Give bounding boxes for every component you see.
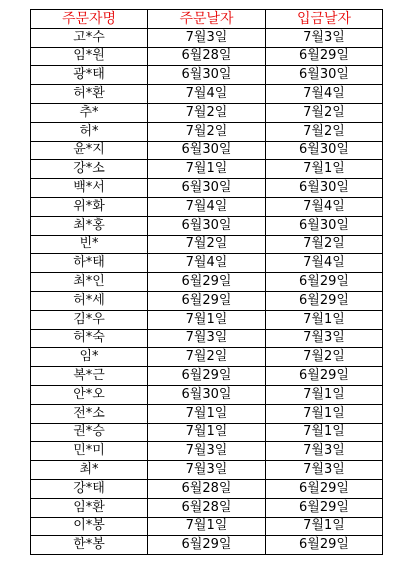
table-row (31, 85, 383, 104)
table-row (31, 423, 383, 442)
deposit-date-cell: 6월29일 (266, 273, 383, 292)
order-date-cell: 6월29일 (148, 273, 266, 292)
order-date-cell: 7월3일 (148, 442, 266, 461)
order-date-cell: 7월2일 (148, 122, 266, 141)
header-row (31, 10, 383, 29)
table-row (31, 291, 383, 310)
table-row (31, 179, 383, 198)
orderer-name-cell: 빈* (31, 235, 148, 254)
order-date-cell: 7월4일 (148, 197, 266, 216)
table-row (31, 385, 383, 404)
table-row (31, 66, 383, 85)
deposit-date-cell: 7월4일 (266, 85, 383, 104)
deposit-date-cell: 7월2일 (266, 235, 383, 254)
deposit-date-cell: 7월1일 (266, 404, 383, 423)
table-row (31, 310, 383, 329)
orderer-name-cell: 윤*지 (31, 141, 148, 160)
table-row (31, 160, 383, 179)
order-date-cell: 7월4일 (148, 254, 266, 273)
deposit-date-cell: 7월2일 (266, 122, 383, 141)
orderer-name-cell: 민*미 (31, 442, 148, 461)
orderer-name-cell: 임* (31, 348, 148, 367)
order-date-cell: 7월1일 (148, 160, 266, 179)
order-date-cell: 7월2일 (148, 348, 266, 367)
deposit-date-cell: 7월1일 (266, 385, 383, 404)
orderer-name-cell: 최*홍 (31, 216, 148, 235)
deposit-date-cell: 6월30일 (266, 66, 383, 85)
deposit-date-cell: 7월3일 (266, 442, 383, 461)
orderer-name-cell: 한*봉 (31, 536, 148, 555)
order-sheet (30, 9, 383, 555)
deposit-date-cell: 7월4일 (266, 254, 383, 273)
deposit-date-cell: 7월1일 (266, 160, 383, 179)
table-row (31, 197, 383, 216)
deposit-date-cell: 6월30일 (266, 216, 383, 235)
orderer-name-cell: 강*소 (31, 160, 148, 179)
table-row (31, 442, 383, 461)
table-row (31, 273, 383, 292)
order-date-cell: 7월1일 (148, 517, 266, 536)
order-date-cell: 6월29일 (148, 367, 266, 386)
orderer-name-cell: 권*승 (31, 423, 148, 442)
orderer-name-cell: 이*봉 (31, 517, 148, 536)
orderer-name-cell: 임*원 (31, 47, 148, 66)
orderer-name-cell: 위*화 (31, 197, 148, 216)
table-row (31, 517, 383, 536)
deposit-date-cell: 7월1일 (266, 517, 383, 536)
table-row (31, 103, 383, 122)
order-date-cell: 6월29일 (148, 536, 266, 555)
order-date-cell: 7월1일 (148, 404, 266, 423)
order-date-cell: 6월28일 (148, 47, 266, 66)
orderer-name-cell: 안*오 (31, 385, 148, 404)
table-row (31, 141, 383, 160)
orderer-name-cell: 복*근 (31, 367, 148, 386)
orderer-name-cell: 허*세 (31, 291, 148, 310)
table-body (31, 28, 383, 554)
table-row (31, 461, 383, 480)
order-date-cell: 6월30일 (148, 179, 266, 198)
order-date-cell: 6월30일 (148, 385, 266, 404)
header-orderer-name: 주문자명 (31, 10, 148, 29)
table-row (31, 47, 383, 66)
deposit-date-cell: 6월29일 (266, 367, 383, 386)
deposit-date-cell: 7월3일 (266, 461, 383, 480)
orderer-name-cell: 하*태 (31, 254, 148, 273)
deposit-date-cell: 6월29일 (266, 47, 383, 66)
orderer-name-cell: 허*숙 (31, 329, 148, 348)
order-date-cell: 6월28일 (148, 498, 266, 517)
deposit-date-cell: 6월30일 (266, 141, 383, 160)
order-date-cell: 6월30일 (148, 216, 266, 235)
table-row (31, 216, 383, 235)
order-date-cell: 7월2일 (148, 103, 266, 122)
orders-table (30, 9, 383, 555)
order-date-cell: 6월30일 (148, 66, 266, 85)
deposit-date-cell: 7월3일 (266, 329, 383, 348)
order-date-cell: 6월30일 (148, 141, 266, 160)
table-row (31, 348, 383, 367)
deposit-date-cell: 6월29일 (266, 291, 383, 310)
deposit-date-cell: 6월29일 (266, 479, 383, 498)
deposit-date-cell: 7월3일 (266, 28, 383, 47)
orderer-name-cell: 전*소 (31, 404, 148, 423)
table-row (31, 498, 383, 517)
deposit-date-cell: 7월4일 (266, 197, 383, 216)
table-row (31, 254, 383, 273)
orderer-name-cell: 임*환 (31, 498, 148, 517)
orderer-name-cell: 김*우 (31, 310, 148, 329)
header-deposit-date: 입금날자 (266, 10, 383, 29)
orderer-name-cell: 최*인 (31, 273, 148, 292)
table-row (31, 404, 383, 423)
orderer-name-cell: 허* (31, 122, 148, 141)
order-date-cell: 7월3일 (148, 461, 266, 480)
deposit-date-cell: 6월29일 (266, 536, 383, 555)
order-date-cell: 7월2일 (148, 235, 266, 254)
orderer-name-cell: 허*환 (31, 85, 148, 104)
orderer-name-cell: 백*서 (31, 179, 148, 198)
orderer-name-cell: 강*태 (31, 479, 148, 498)
table-row (31, 536, 383, 555)
header-order-date: 주문날자 (148, 10, 266, 29)
orderer-name-cell: 고*수 (31, 28, 148, 47)
order-date-cell: 7월3일 (148, 329, 266, 348)
orderer-name-cell: 광*태 (31, 66, 148, 85)
deposit-date-cell: 6월30일 (266, 179, 383, 198)
order-date-cell: 7월4일 (148, 85, 266, 104)
deposit-date-cell: 7월1일 (266, 310, 383, 329)
deposit-date-cell: 6월29일 (266, 498, 383, 517)
table-row (31, 235, 383, 254)
table-row (31, 479, 383, 498)
orderer-name-cell: 추* (31, 103, 148, 122)
order-date-cell: 6월29일 (148, 291, 266, 310)
order-date-cell: 7월1일 (148, 310, 266, 329)
deposit-date-cell: 7월1일 (266, 423, 383, 442)
table-row (31, 329, 383, 348)
table-row (31, 122, 383, 141)
deposit-date-cell: 7월2일 (266, 348, 383, 367)
orderer-name-cell: 최* (31, 461, 148, 480)
order-date-cell: 7월3일 (148, 28, 266, 47)
order-date-cell: 6월28일 (148, 479, 266, 498)
order-date-cell: 7월1일 (148, 423, 266, 442)
deposit-date-cell: 7월2일 (266, 103, 383, 122)
table-row (31, 28, 383, 47)
table-row (31, 367, 383, 386)
